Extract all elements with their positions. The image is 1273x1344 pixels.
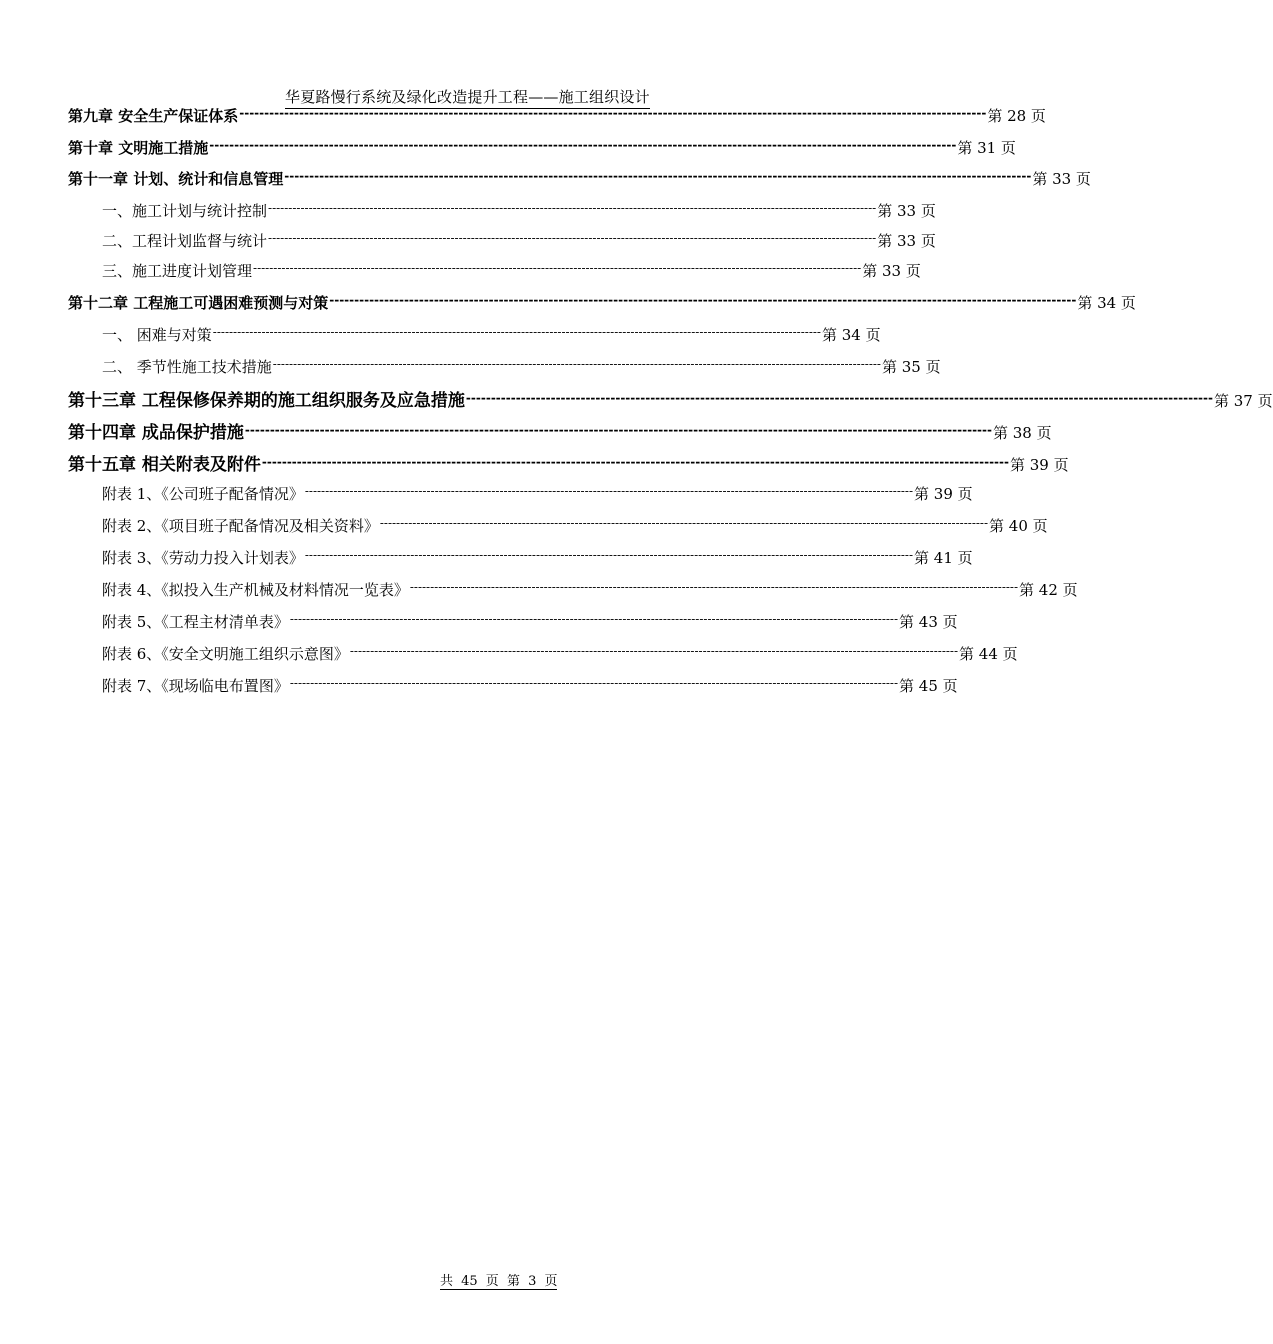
toc-entry-page: 第 28 页	[987, 107, 1046, 125]
page-header-title: 华夏路慢行系统及绿化改造提升工程——施工组织设计	[285, 86, 650, 109]
toc-entry[interactable]	[102, 579, 1078, 600]
toc-entry-page: 第 34 页	[1077, 294, 1136, 312]
toc-entry-page: 第 31 页	[957, 139, 1016, 157]
toc-leader: ------------------------------------------------------------------------------------------------------------------------------------------------------	[268, 201, 877, 215]
toc-entry[interactable]	[102, 230, 936, 251]
toc-entry[interactable]	[102, 356, 941, 377]
toc-entry-label: 第十四章 成品保护措施	[68, 423, 244, 443]
toc-leader: ------------------------------------------------------------------------------------------------------------------------------------------------------	[209, 138, 957, 152]
toc-entry-label: 附表 4、《拟投入生产机械及材料情况一览表》	[102, 581, 409, 599]
toc-entry-label: 附表 3、《劳动力投入计划表》	[102, 549, 304, 567]
toc-entry-label: 二、工程计划监督与统计	[102, 232, 268, 250]
toc-leader: ------------------------------------------------------------------------------------------------------------------------------------------------------	[304, 548, 914, 562]
toc-entry-label: 三、施工进度计划管理	[102, 262, 253, 280]
toc-leader: ------------------------------------------------------------------------------------------------------------------------------------------------------	[304, 484, 914, 498]
toc-entry-page: 第 43 页	[899, 613, 958, 631]
toc-entry-label: 第十三章 工程保修保养期的施工组织服务及应急措施	[68, 391, 465, 411]
toc-entry-page: 第 42 页	[1019, 581, 1078, 599]
toc-entry-label: 一、施工计划与统计控制	[102, 202, 268, 220]
toc-entry-page: 第 33 页	[862, 262, 921, 280]
toc-entry[interactable]	[102, 260, 921, 281]
toc-entry-label: 第十五章 相关附表及附件	[68, 455, 261, 475]
toc-leader: ------------------------------------------------------------------------------------------------------------------------------------------------------	[379, 516, 989, 530]
toc-entry-page: 第 33 页	[1032, 170, 1091, 188]
toc-entry-page: 第 37 页	[1214, 392, 1273, 410]
toc-entry-label: 第十二章 工程施工可遇困难预测与对策	[68, 294, 329, 312]
toc-entry-page: 第 41 页	[914, 549, 973, 567]
toc-entry-page: 第 33 页	[877, 232, 936, 250]
toc-entry-label: 附表 1、《公司班子配备情况》	[102, 485, 304, 503]
toc-entry-page: 第 40 页	[989, 517, 1048, 535]
toc-entry[interactable]	[102, 324, 881, 345]
toc-entry-page: 第 45 页	[899, 677, 958, 695]
toc-leader: ------------------------------------------------------------------------------------------------------------------------------------------------------	[349, 644, 959, 658]
toc-entry[interactable]	[102, 611, 958, 632]
toc-entry-page: 第 44 页	[959, 645, 1018, 663]
toc-entry[interactable]	[102, 200, 936, 221]
toc-entry-label: 附表 7、《现场临电布置图》	[102, 677, 289, 695]
toc-entry-page: 第 39 页	[1010, 456, 1069, 474]
toc-entry[interactable]	[102, 547, 973, 568]
toc-entry-label: 二、 季节性施工技术措施	[102, 358, 272, 376]
toc-entry-label: 第十一章 计划、统计和信息管理	[68, 170, 284, 188]
toc-entry[interactable]	[68, 105, 1046, 126]
toc-entry-page: 第 38 页	[993, 424, 1052, 442]
toc-entry-page: 第 39 页	[914, 485, 973, 503]
toc-leader: ------------------------------------------------------------------------------------------------------------------------------------------------------	[284, 169, 1032, 183]
toc-entry[interactable]	[68, 168, 1091, 189]
toc-leader: ------------------------------------------------------------------------------------------------------------------------------------------------------	[409, 580, 1019, 594]
toc-entry-label: 附表 2、《项目班子配备情况及相关资料》	[102, 517, 379, 535]
toc-leader: ------------------------------------------------------------------------------------------------------------------------------------------------------	[261, 455, 1009, 469]
toc-entry[interactable]	[68, 386, 1273, 411]
toc-leader: ------------------------------------------------------------------------------------------------------------------------------------------------------	[253, 261, 862, 275]
toc-leader: ------------------------------------------------------------------------------------------------------------------------------------------------------	[239, 106, 987, 120]
toc-entry[interactable]	[68, 418, 1052, 443]
toc-entry[interactable]	[68, 137, 1016, 158]
toc-entry[interactable]	[102, 483, 973, 504]
toc-leader: ------------------------------------------------------------------------------------------------------------------------------------------------------	[212, 325, 821, 339]
toc-entry-label: 附表 6、《安全文明施工组织示意图》	[102, 645, 349, 663]
toc-leader: ------------------------------------------------------------------------------------------------------------------------------------------------------	[289, 676, 899, 690]
page-footer: 共 45 页 第 3 页	[440, 1270, 557, 1290]
toc-leader: ------------------------------------------------------------------------------------------------------------------------------------------------------	[244, 423, 992, 437]
toc-entry-label: 一、 困难与对策	[102, 326, 212, 344]
toc-entry-label: 第九章 安全生产保证体系	[68, 107, 239, 125]
toc-leader: ------------------------------------------------------------------------------------------------------------------------------------------------------	[329, 293, 1077, 307]
toc-entry[interactable]	[102, 675, 958, 696]
toc-leader: ------------------------------------------------------------------------------------------------------------------------------------------------------	[289, 612, 899, 626]
toc-entry[interactable]	[68, 450, 1069, 475]
toc-leader: ------------------------------------------------------------------------------------------------------------------------------------------------------	[465, 391, 1213, 405]
toc-leader: ------------------------------------------------------------------------------------------------------------------------------------------------------	[272, 357, 881, 371]
toc-leader: ------------------------------------------------------------------------------------------------------------------------------------------------------	[268, 231, 877, 245]
toc-entry-page: 第 34 页	[821, 326, 881, 344]
toc-entry-label: 第十章 文明施工措施	[68, 139, 209, 157]
toc-entry[interactable]	[68, 292, 1136, 313]
toc-entry-page: 第 35 页	[881, 358, 941, 376]
toc-entry[interactable]	[102, 643, 1018, 664]
toc-entry-label: 附表 5、《工程主材清单表》	[102, 613, 289, 631]
toc-entry-page: 第 33 页	[877, 202, 936, 220]
toc-entry[interactable]	[102, 515, 1048, 536]
